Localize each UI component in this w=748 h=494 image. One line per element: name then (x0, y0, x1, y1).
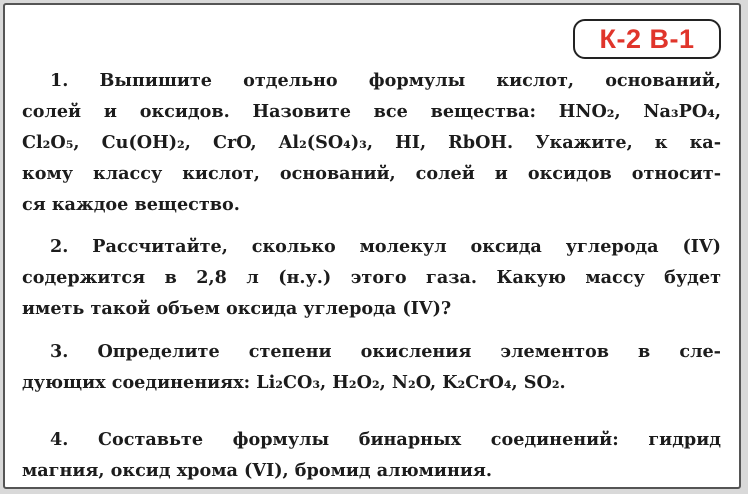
variant-badge: К-2 В-1 (573, 19, 721, 59)
task-1 (22, 65, 721, 220)
task-line: дующих соединениях: Li₂CO₃, H₂O₂, N₂O, K₂CrO₄, SO₂. (22, 372, 566, 393)
task-line: 2. Рассчитайте, сколько молекул оксида углерода (IV) (50, 236, 721, 257)
task-number: 2. (50, 236, 69, 257)
worksheet-page (3, 3, 741, 489)
task-line: ся каждое вещество. (22, 194, 240, 215)
task-number: 1. (50, 70, 69, 91)
task-3 (22, 336, 721, 398)
task-number: 4. (50, 429, 69, 450)
task-line: 1. Выпишите отдельно формулы кислот, оснований, (50, 70, 721, 91)
task-line: содержится в 2,8 л (н.у.) этого газа. Какую массу будет (22, 267, 721, 288)
task-line: магния, оксид хрома (VI), бромид алюминия. (22, 460, 492, 481)
task-line: Cl₂O₅, Cu(OH)₂, CrO, Al₂(SO₄)₃, HI, RbOH. Укажите, к ка- (22, 132, 721, 153)
task-line: кому классу кислот, оснований, солей и оксидов относит- (22, 163, 721, 184)
task-line: иметь такой объем оксида углерода (IV)? (22, 298, 452, 319)
task-number: 3. (50, 341, 69, 362)
task-line: солей и оксидов. Назовите все вещества: HNO₂, Na₃PO₄, (22, 101, 721, 122)
task-2 (22, 231, 721, 324)
task-4 (22, 424, 721, 486)
task-line: 4. Составьте формулы бинарных соединений: гидрид (50, 429, 721, 450)
task-line: 3. Определите степени окисления элементов в сле- (50, 341, 721, 362)
